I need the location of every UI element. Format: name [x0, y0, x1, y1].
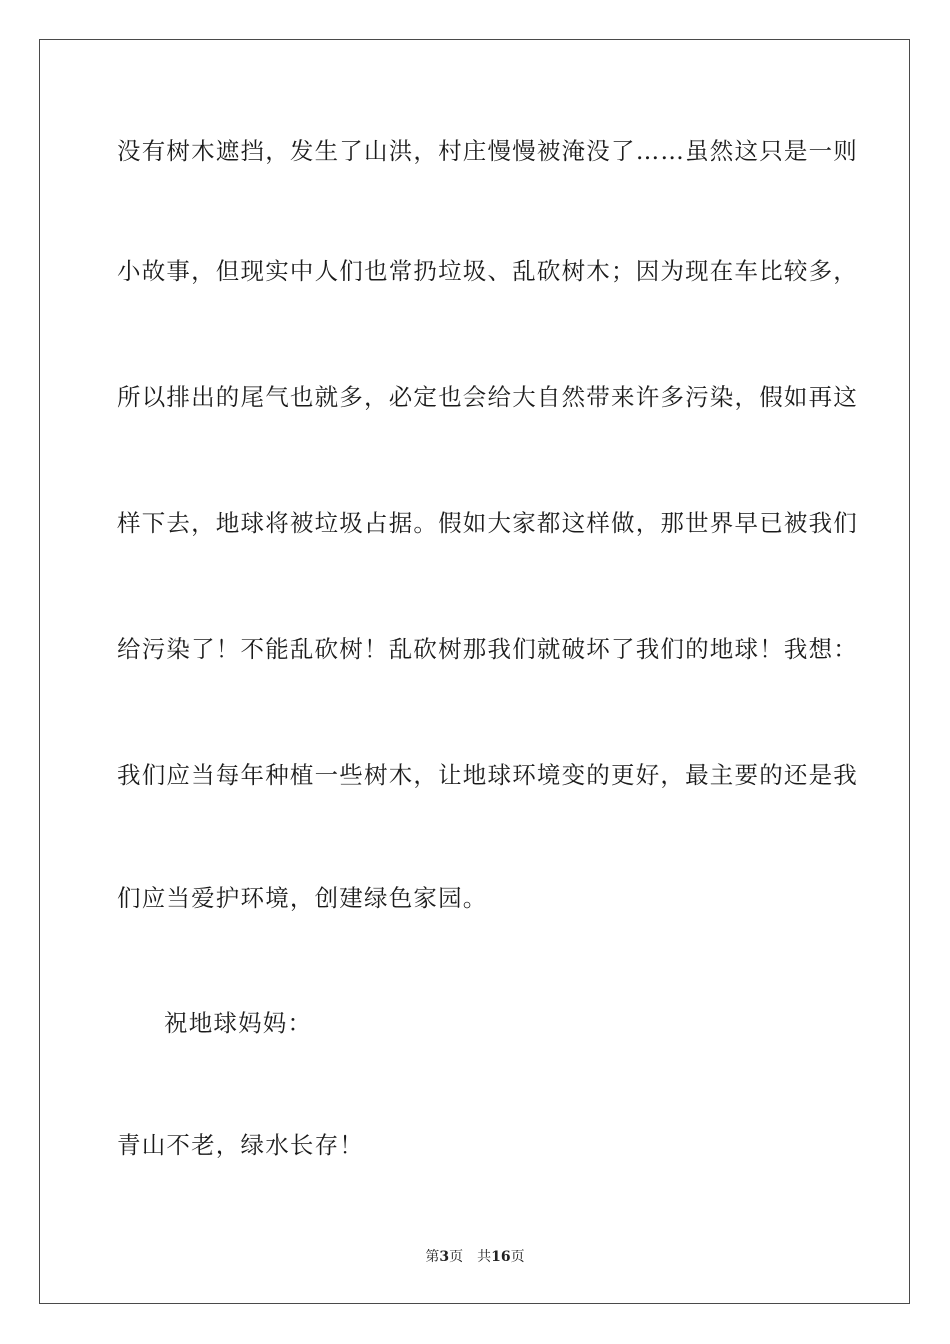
body-line-2: 小故事，但现实中人们也常扔垃圾、乱砍树木；因为现在车比较多， [117, 257, 858, 285]
total-pages-number: 16 [491, 1249, 511, 1265]
body-line-4: 样下去，地球将被垃圾占据。假如大家都这样做，那世界早已被我们 [117, 509, 858, 537]
footer-page-suffix: 页 [449, 1249, 464, 1265]
footer-total-prefix: 共 [477, 1249, 492, 1265]
current-page-number: 3 [439, 1249, 450, 1265]
footer-total-suffix: 页 [510, 1249, 525, 1265]
page-footer [0, 1247, 950, 1267]
greeting-line: 祝地球妈妈： [164, 1009, 313, 1037]
body-line-5: 给污染了！不能乱砍树！乱砍树那我们就破坏了我们的地球！我想： [117, 635, 858, 663]
body-line-7: 们应当爱护环境，创建绿色家园。 [117, 884, 488, 912]
body-line-1: 没有树木遮挡，发生了山洪，村庄慢慢被淹没了……虽然这只是一则 [117, 137, 858, 165]
page-border [39, 39, 910, 1304]
body-line-3: 所以排出的尾气也就多，必定也会给大自然带来许多污染，假如再这 [117, 383, 858, 411]
wish-line: 青山不老，绿水长存！ [117, 1131, 364, 1159]
body-line-6: 我们应当每年种植一些树木，让地球环境变的更好，最主要的还是我 [117, 761, 858, 789]
footer-prefix: 第 [425, 1249, 440, 1265]
